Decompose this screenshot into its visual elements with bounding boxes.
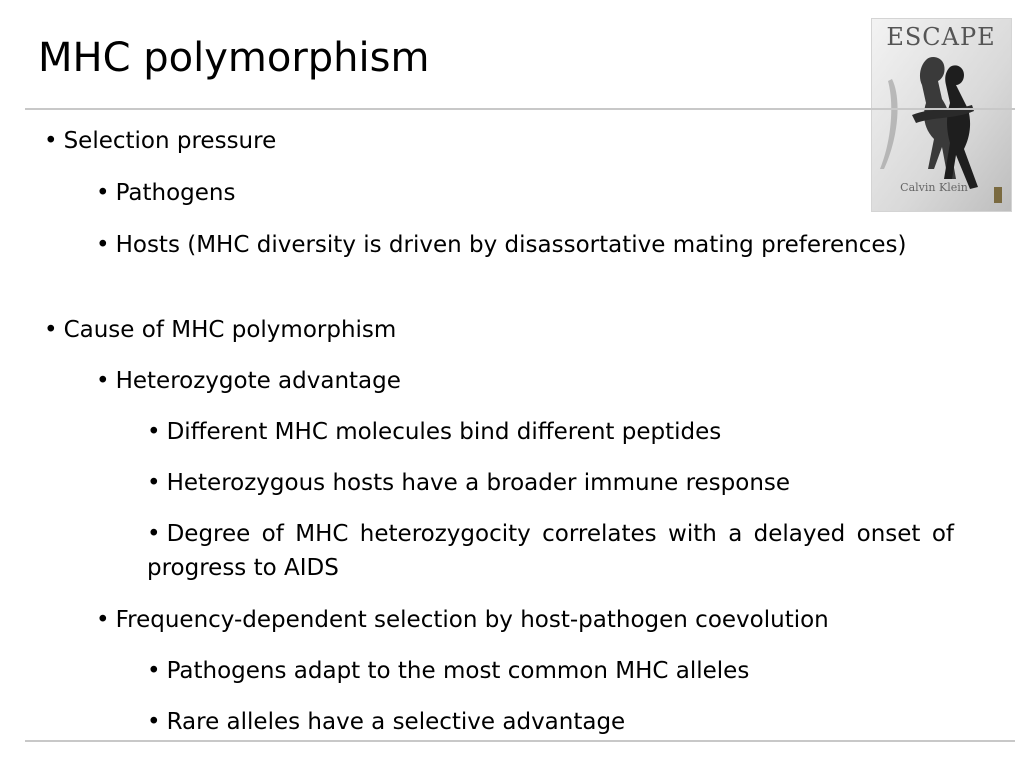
bullet-pathogens-adapt: • Pathogens adapt to the most common MHC alleles: [147, 658, 750, 684]
bullet-pathogens: • Pathogens: [96, 180, 236, 206]
bullet-frequency-dependent: • Frequency-dependent selection by host-pathogen coevolution: [96, 607, 829, 633]
bullet-rare-alleles: • Rare alleles have a selective advantage: [147, 709, 626, 735]
footer-divider: [25, 740, 1015, 742]
bullet-hosts: • Hosts (MHC diversity is driven by disassortative mating preferences): [96, 232, 907, 258]
ad-brand-text: ESCAPE: [886, 23, 996, 51]
bullet-cause: • Cause of MHC polymorphism: [44, 317, 397, 343]
title-divider: [25, 108, 1015, 110]
bullet-broader-response: • Heterozygous hosts have a broader immune response: [147, 470, 791, 496]
ad-label-text: Calvin Klein: [900, 181, 968, 194]
bullet-different-mhc: • Different MHC molecules bind different peptides: [147, 419, 722, 445]
bullet-aids-onset: • Degree of MHC heterozygocity correlates with a delayed onset of progress to AIDS: [147, 521, 954, 581]
slide-title: MHC polymorphism: [38, 35, 430, 81]
bullet-selection-pressure: • Selection pressure: [44, 128, 277, 154]
bullet-heterozygote-advantage: • Heterozygote advantage: [96, 368, 401, 394]
